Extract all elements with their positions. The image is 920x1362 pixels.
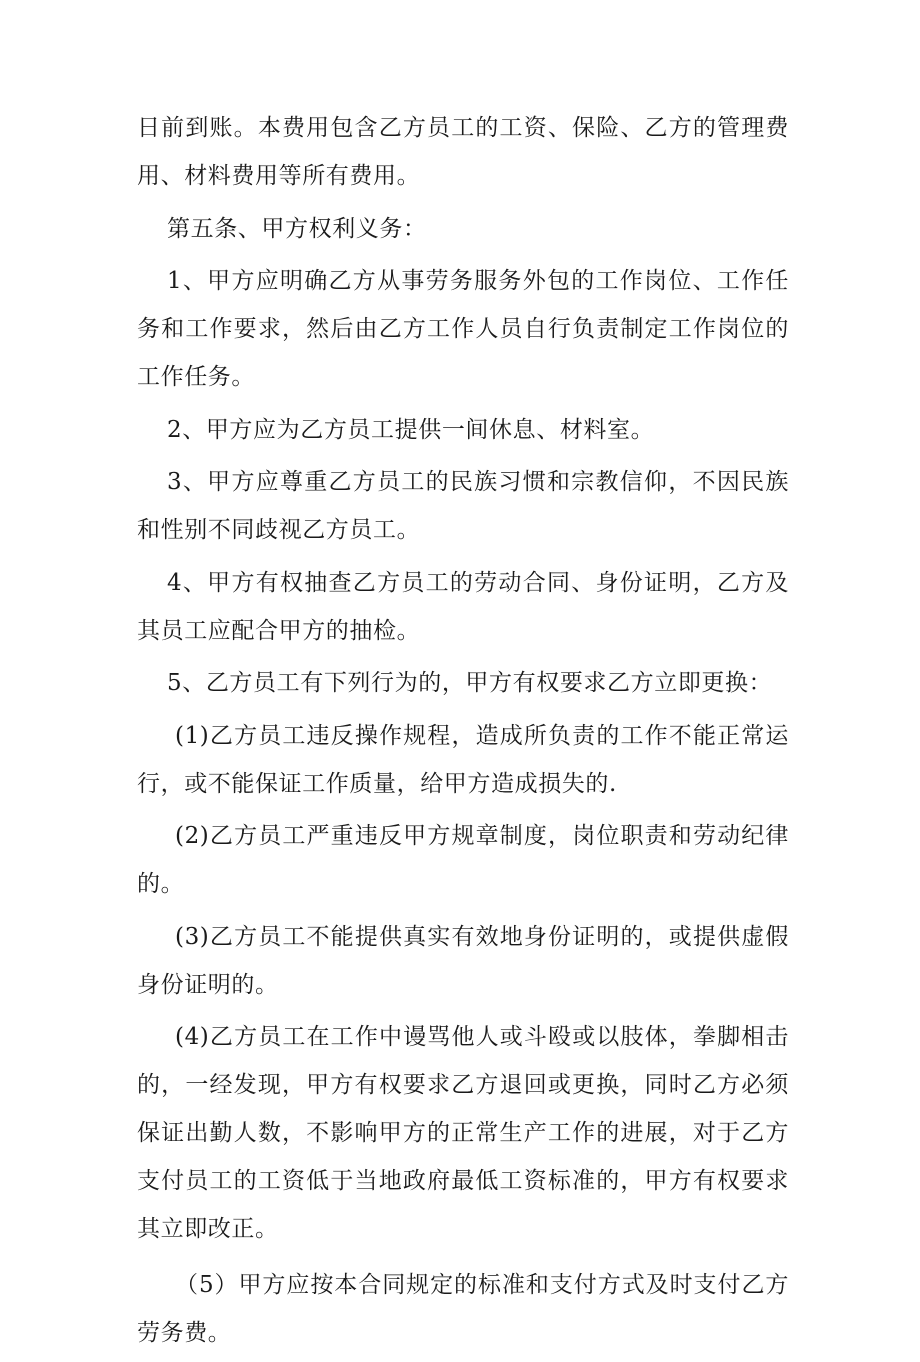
clause-1: 1、甲方应明确乙方从事劳务服务外包的工作岗位、工作任务和工作要求，然后由乙方工作人员自行负责制定工作岗位的工作任务。 bbox=[137, 268, 789, 390]
sub-clause-5: （5）甲方应按本合同规定的标准和支付方式及时支付乙方劳务费。 bbox=[137, 1272, 789, 1346]
sub-clause-1: (1)乙方员工违反操作规程，造成所负责的工作不能正常运行，或不能保证工作质量，给甲方造成损失的. bbox=[137, 722, 789, 797]
sub-clause-2: (2)乙方员工严重违反甲方规章制度，岗位职责和劳动纪律的。 bbox=[137, 823, 789, 897]
document-body bbox=[137, 104, 789, 1362]
clause-5: 5、乙方员工有下列行为的，甲方有权要求乙方立即更换： bbox=[167, 670, 773, 696]
article-five-heading: 第五条、甲方权利义务： bbox=[167, 215, 427, 242]
clause-3: 3、甲方应尊重乙方员工的民族习惯和宗教信仰，不因民族和性别不同歧视乙方员工。 bbox=[137, 469, 789, 543]
paragraph-fee-continuation: 日前到账。本费用包含乙方员工的工资、保险、乙方的管理费用、材料费用等所有费用。 bbox=[137, 115, 789, 189]
clause-4: 4、甲方有权抽查乙方员工的劳动合同、身份证明，乙方及其员工应配合甲方的抽检。 bbox=[137, 569, 789, 644]
clause-2: 2、甲方应为乙方员工提供一间休息、材料室。 bbox=[167, 416, 655, 443]
sub-clause-4: (4)乙方员工在工作中谩骂他人或斗殴或以肢体，拳脚相击的，一经发现，甲方有权要求乙方退回或更换，同时乙方必须保证出勤人数，不影响甲方的正常生产工作的进展，对于乙方支付员工的工资低于当地政府最低工资标准的，甲方有权要求其立即改正。 bbox=[137, 1024, 789, 1242]
sub-clause-3: (3)乙方员工不能提供真实有效地身份证明的，或提供虚假身份证明的。 bbox=[137, 923, 789, 998]
